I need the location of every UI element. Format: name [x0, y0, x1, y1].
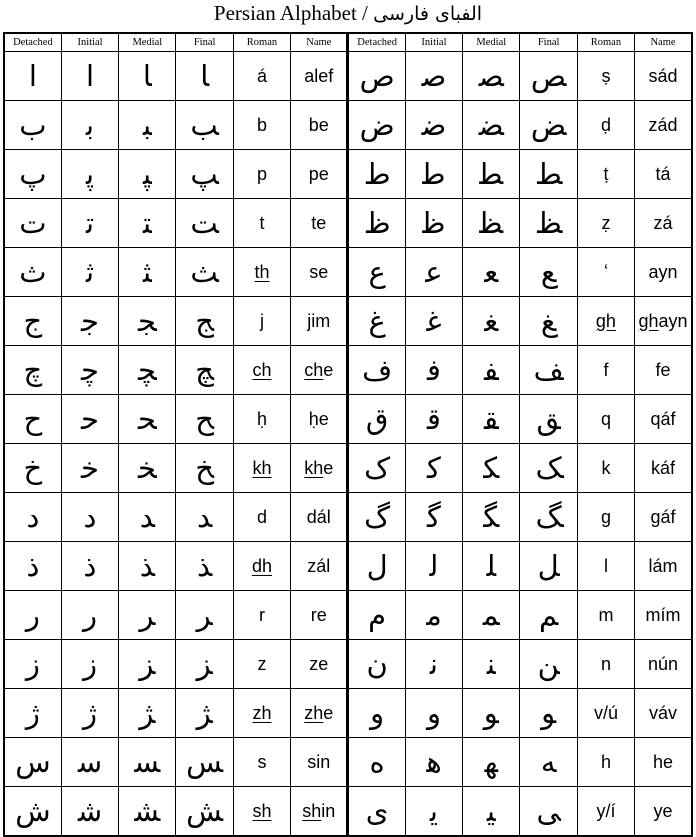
- name-text: be: [308, 114, 329, 135]
- column-header-roman: Roman: [577, 33, 634, 52]
- roman-text: f: [603, 359, 609, 380]
- letter-final-form: ‍ف: [520, 346, 577, 395]
- table-row: [4, 689, 692, 738]
- name-underlined-part: zh: [304, 702, 324, 723]
- letter-initial-form: خ‍: [61, 444, 118, 493]
- letter-initial-form: م‍: [405, 591, 462, 640]
- letter-roman: [577, 493, 634, 542]
- letter-name: [635, 395, 692, 444]
- letter-medial-form: ‍ش‍: [119, 787, 176, 837]
- letter-medial-form: ‍ت‍: [119, 199, 176, 248]
- letter-medial-form: ‍س‍: [119, 738, 176, 787]
- name-text: e: [323, 702, 334, 723]
- roman-underlined-part: th: [254, 261, 270, 282]
- letter-name: [291, 591, 348, 640]
- letter-medial-form: ‍ک‍: [463, 444, 520, 493]
- letter-detached-form: ذ: [4, 542, 61, 591]
- roman-text: g: [600, 506, 611, 527]
- name-text: nún: [648, 653, 679, 674]
- letter-final-form: ‍ژ: [176, 689, 233, 738]
- name-text: he: [653, 751, 674, 772]
- letter-detached-form: م: [348, 591, 405, 640]
- name-text: jim: [307, 310, 331, 331]
- letter-roman: [577, 689, 634, 738]
- letter-final-form: ‍خ: [176, 444, 233, 493]
- letter-final-form: ‍ن: [520, 640, 577, 689]
- letter-initial-form: ط‍: [405, 150, 462, 199]
- letter-detached-form: ظ: [348, 199, 405, 248]
- letter-initial-form: ت‍: [61, 199, 118, 248]
- name-text: te: [311, 212, 327, 233]
- letter-name: [291, 787, 348, 837]
- letter-medial-form: ‍ر: [119, 591, 176, 640]
- letter-initial-form: ز: [61, 640, 118, 689]
- letter-roman: [233, 101, 290, 150]
- letter-final-form: ‍غ: [520, 297, 577, 346]
- letter-detached-form: ت: [4, 199, 61, 248]
- letter-name: [635, 738, 692, 787]
- letter-detached-form: ج: [4, 297, 61, 346]
- letter-roman: [577, 591, 634, 640]
- letter-medial-form: ‍ط‍: [463, 150, 520, 199]
- letter-name: [291, 689, 348, 738]
- letter-name: [635, 346, 692, 395]
- roman-text: ṭ: [603, 163, 609, 184]
- letter-detached-form: ط: [348, 150, 405, 199]
- roman-text: v/ú: [593, 702, 618, 723]
- roman-text: ḥ: [256, 408, 267, 429]
- letter-name: [635, 52, 692, 101]
- letter-initial-form: ب‍: [61, 101, 118, 150]
- letter-final-form: ‍ض: [520, 101, 577, 150]
- letter-medial-form: ‍پ‍: [119, 150, 176, 199]
- letter-medial-form: ‍ف‍: [463, 346, 520, 395]
- letter-detached-form: ص: [348, 52, 405, 101]
- letter-roman: [577, 542, 634, 591]
- letter-medial-form: ‍ج‍: [119, 297, 176, 346]
- name-text: zál: [307, 555, 331, 576]
- roman-text: k: [601, 457, 611, 478]
- table-row: [4, 346, 692, 395]
- roman-text: d: [256, 506, 267, 527]
- letter-roman: [233, 591, 290, 640]
- letter-initial-form: ع‍: [405, 248, 462, 297]
- roman-underlined-part: ch: [252, 359, 272, 380]
- letter-final-form: ‍ق: [520, 395, 577, 444]
- column-header-medial: Medial: [463, 33, 520, 52]
- letter-name: [635, 493, 692, 542]
- table-row: [4, 248, 692, 297]
- roman-text: s: [257, 751, 267, 772]
- letter-medial-form: ‍ی‍: [463, 787, 520, 837]
- name-text: gáf: [650, 506, 676, 527]
- column-header-detached: Detached: [4, 33, 61, 52]
- letter-medial-form: ‍ا: [119, 52, 176, 101]
- roman-text: r: [258, 604, 265, 625]
- letter-final-form: ‍ث: [176, 248, 233, 297]
- letter-detached-form: د: [4, 493, 61, 542]
- letter-initial-form: گ‍: [405, 493, 462, 542]
- letter-name: [291, 52, 348, 101]
- roman-text: ẓ: [601, 212, 611, 233]
- letter-name: [291, 297, 348, 346]
- letter-name: [291, 493, 348, 542]
- name-text: qáf: [650, 408, 676, 429]
- letter-initial-form: ف‍: [405, 346, 462, 395]
- letter-medial-form: ‍ز: [119, 640, 176, 689]
- roman-text: b: [256, 114, 267, 135]
- letter-initial-form: ی‍: [405, 787, 462, 837]
- roman-underlined-part: zh: [252, 702, 272, 723]
- table-row: [4, 199, 692, 248]
- roman-text: ḍ: [600, 114, 611, 135]
- letter-roman: [577, 248, 634, 297]
- letter-detached-form: خ: [4, 444, 61, 493]
- name-text: zá: [653, 212, 673, 233]
- letter-name: [635, 297, 692, 346]
- letter-roman: [577, 395, 634, 444]
- name-text: káf: [651, 457, 676, 478]
- letter-initial-form: پ‍: [61, 150, 118, 199]
- letter-initial-form: چ‍: [61, 346, 118, 395]
- letter-medial-form: ‍ث‍: [119, 248, 176, 297]
- name-text: fe: [655, 359, 671, 380]
- letter-final-form: ‍گ: [520, 493, 577, 542]
- name-text: ḥe: [308, 408, 329, 429]
- letter-detached-form: ع: [348, 248, 405, 297]
- name-text: tá: [655, 163, 671, 184]
- letter-roman: [233, 395, 290, 444]
- letter-roman: [577, 52, 634, 101]
- letter-name: [291, 738, 348, 787]
- letter-roman: [233, 689, 290, 738]
- letter-name: [635, 101, 692, 150]
- roman-text: p: [256, 163, 267, 184]
- name-text: in: [321, 800, 336, 821]
- letter-detached-form: چ: [4, 346, 61, 395]
- name-text: re: [310, 604, 327, 625]
- letter-initial-form: ن‍: [405, 640, 462, 689]
- table-row: [4, 52, 692, 101]
- letter-roman: [577, 444, 634, 493]
- letter-final-form: ‍ر: [176, 591, 233, 640]
- name-text: mím: [645, 604, 681, 625]
- table-row: [4, 738, 692, 787]
- letter-roman: [577, 199, 634, 248]
- letter-roman: [233, 248, 290, 297]
- roman-text: m: [598, 604, 614, 625]
- letter-final-form: ‍ش: [176, 787, 233, 837]
- name-underlined-part: kh: [304, 457, 324, 478]
- letter-medial-form: ‍ژ: [119, 689, 176, 738]
- letter-name: [291, 150, 348, 199]
- roman-text: q: [600, 408, 611, 429]
- letter-detached-form: ژ: [4, 689, 61, 738]
- name-text: e: [323, 457, 334, 478]
- column-header-initial: Initial: [405, 33, 462, 52]
- letter-detached-form: ح: [4, 395, 61, 444]
- letter-name: [635, 542, 692, 591]
- letter-roman: [233, 297, 290, 346]
- name-text: e: [323, 359, 334, 380]
- letter-final-form: ‍ه: [520, 738, 577, 787]
- letter-final-form: ‍ع: [520, 248, 577, 297]
- roman-underlined-part: kh: [252, 457, 272, 478]
- letter-name: [291, 640, 348, 689]
- page-title: [0, 0, 696, 27]
- letter-initial-form: ص‍: [405, 52, 462, 101]
- letter-medial-form: ‍غ‍: [463, 297, 520, 346]
- roman-text: l: [603, 555, 608, 576]
- name-text: dál: [306, 506, 331, 527]
- letter-name: [635, 199, 692, 248]
- letter-final-form: ‍ل: [520, 542, 577, 591]
- letter-initial-form: ق‍: [405, 395, 462, 444]
- letter-initial-form: ل‍: [405, 542, 462, 591]
- letter-final-form: ‍ط: [520, 150, 577, 199]
- letter-medial-form: ‍ب‍: [119, 101, 176, 150]
- name-text: ye: [653, 800, 673, 821]
- letter-roman: [233, 346, 290, 395]
- letter-final-form: ‍ظ: [520, 199, 577, 248]
- table-row: [4, 150, 692, 199]
- name-text: ayn: [658, 310, 688, 331]
- letter-initial-form: ح‍: [61, 395, 118, 444]
- header-row: [4, 33, 692, 52]
- letter-final-form: ‍ذ: [176, 542, 233, 591]
- letter-name: [635, 591, 692, 640]
- alphabet-table: [3, 32, 693, 837]
- letter-initial-form: د: [61, 493, 118, 542]
- letter-final-form: ‍چ: [176, 346, 233, 395]
- letter-detached-form: ب: [4, 101, 61, 150]
- title-latin: Persian Alphabet /: [213, 1, 368, 25]
- letter-medial-form: ‍د: [119, 493, 176, 542]
- column-header-final: Final: [520, 33, 577, 52]
- letter-name: [291, 199, 348, 248]
- letter-detached-form: ض: [348, 101, 405, 150]
- roman-text: ṣ: [601, 65, 611, 86]
- roman-text: j: [259, 310, 264, 331]
- letter-name: [291, 101, 348, 150]
- letter-detached-form: غ: [348, 297, 405, 346]
- letter-detached-form: ی: [348, 787, 405, 837]
- roman-text: t: [259, 212, 265, 233]
- column-header-final: Final: [176, 33, 233, 52]
- roman-underlined-part: dh: [251, 555, 272, 576]
- table-row: [4, 787, 692, 837]
- roman-text: n: [600, 653, 611, 674]
- letter-roman: [577, 101, 634, 150]
- letter-name: [635, 640, 692, 689]
- letter-initial-form: س‍: [61, 738, 118, 787]
- letter-medial-form: ‍ح‍: [119, 395, 176, 444]
- name-underlined-part: gh: [638, 310, 659, 331]
- letter-medial-form: ‍ن‍: [463, 640, 520, 689]
- letter-detached-form: س: [4, 738, 61, 787]
- letter-medial-form: ‍ذ: [119, 542, 176, 591]
- letter-roman: [233, 52, 290, 101]
- letter-name: [291, 542, 348, 591]
- name-text: alef: [304, 65, 334, 86]
- letter-roman: [577, 738, 634, 787]
- letter-roman: [233, 493, 290, 542]
- table-row: [4, 395, 692, 444]
- name-text: váv: [649, 702, 678, 723]
- letter-initial-form: غ‍: [405, 297, 462, 346]
- letter-name: [635, 689, 692, 738]
- letter-initial-form: ژ: [61, 689, 118, 738]
- letter-final-form: ‍ا: [176, 52, 233, 101]
- table-row: [4, 591, 692, 640]
- letter-final-form: ‍ک: [520, 444, 577, 493]
- letter-roman: [577, 640, 634, 689]
- letter-detached-form: ا: [4, 52, 61, 101]
- letter-name: [291, 346, 348, 395]
- column-header-medial: Medial: [119, 33, 176, 52]
- roman-text: z: [257, 653, 267, 674]
- letter-final-form: ‍ز: [176, 640, 233, 689]
- letter-detached-form: ن: [348, 640, 405, 689]
- table-row: [4, 640, 692, 689]
- column-header-name: Name: [291, 33, 348, 52]
- name-text: sád: [648, 65, 678, 86]
- name-underlined-part: ch: [304, 359, 324, 380]
- letter-initial-form: ج‍: [61, 297, 118, 346]
- letter-medial-form: ‍چ‍: [119, 346, 176, 395]
- letter-detached-form: ه: [348, 738, 405, 787]
- letter-final-form: ‍ج: [176, 297, 233, 346]
- letter-detached-form: ف: [348, 346, 405, 395]
- letter-detached-form: ق: [348, 395, 405, 444]
- column-header-name: Name: [635, 33, 692, 52]
- letter-medial-form: ‍و: [463, 689, 520, 738]
- table-row: [4, 542, 692, 591]
- letter-name: [635, 787, 692, 837]
- letter-initial-form: ه‍: [405, 738, 462, 787]
- letter-medial-form: ‍ل‍: [463, 542, 520, 591]
- letter-medial-form: ‍ع‍: [463, 248, 520, 297]
- letter-name: [635, 150, 692, 199]
- letter-detached-form: و: [348, 689, 405, 738]
- column-header-roman: Roman: [233, 33, 290, 52]
- letter-roman: [577, 150, 634, 199]
- letter-medial-form: ‍ه‍: [463, 738, 520, 787]
- name-text: pe: [308, 163, 329, 184]
- letter-detached-form: ک: [348, 444, 405, 493]
- letter-initial-form: ا: [61, 52, 118, 101]
- table-row: [4, 493, 692, 542]
- letter-name: [635, 444, 692, 493]
- roman-text: ʻ: [603, 261, 608, 282]
- letter-medial-form: ‍خ‍: [119, 444, 176, 493]
- letter-name: [635, 248, 692, 297]
- letter-final-form: ‍و: [520, 689, 577, 738]
- name-text: se: [309, 261, 329, 282]
- roman-underlined-part: sh: [252, 800, 272, 821]
- letter-name: [291, 248, 348, 297]
- name-text: lám: [648, 555, 678, 576]
- letter-roman: [233, 787, 290, 837]
- table-row: [4, 297, 692, 346]
- letter-medial-form: ‍ظ‍: [463, 199, 520, 248]
- letter-detached-form: ز: [4, 640, 61, 689]
- column-header-initial: Initial: [61, 33, 118, 52]
- letter-roman: [233, 640, 290, 689]
- table-row: [4, 101, 692, 150]
- letter-final-form: ‍س: [176, 738, 233, 787]
- name-text: ayn: [648, 261, 678, 282]
- letter-initial-form: ر: [61, 591, 118, 640]
- letter-medial-form: ‍گ‍: [463, 493, 520, 542]
- letter-initial-form: ذ: [61, 542, 118, 591]
- letter-detached-form: پ: [4, 150, 61, 199]
- letter-roman: [233, 199, 290, 248]
- letter-final-form: ‍پ: [176, 150, 233, 199]
- roman-text: y/í: [596, 800, 616, 821]
- title-persian: الفبای فارسی: [373, 3, 483, 25]
- letter-roman: [233, 150, 290, 199]
- letter-medial-form: ‍ض‍: [463, 101, 520, 150]
- letter-final-form: ‍د: [176, 493, 233, 542]
- letter-detached-form: گ: [348, 493, 405, 542]
- letter-name: [291, 395, 348, 444]
- letter-medial-form: ‍ص‍: [463, 52, 520, 101]
- letter-initial-form: و: [405, 689, 462, 738]
- letter-detached-form: ل: [348, 542, 405, 591]
- letter-final-form: ‍ت: [176, 199, 233, 248]
- name-text: zád: [648, 114, 678, 135]
- letter-roman: [577, 346, 634, 395]
- letter-medial-form: ‍م‍: [463, 591, 520, 640]
- letter-initial-form: ض‍: [405, 101, 462, 150]
- letter-medial-form: ‍ق‍: [463, 395, 520, 444]
- letter-initial-form: ظ‍: [405, 199, 462, 248]
- column-header-detached: Detached: [348, 33, 405, 52]
- letter-roman: [233, 542, 290, 591]
- letter-roman: [577, 787, 634, 837]
- letter-final-form: ‍ص: [520, 52, 577, 101]
- name-underlined-part: sh: [302, 800, 322, 821]
- letter-final-form: ‍ی: [520, 787, 577, 837]
- roman-text: h: [600, 751, 611, 772]
- letter-initial-form: ک‍: [405, 444, 462, 493]
- letter-initial-form: ش‍: [61, 787, 118, 837]
- letter-final-form: ‍م: [520, 591, 577, 640]
- letter-roman: [233, 444, 290, 493]
- letter-final-form: ‍ب: [176, 101, 233, 150]
- letter-initial-form: ث‍: [61, 248, 118, 297]
- letter-detached-form: ر: [4, 591, 61, 640]
- letter-roman: [577, 297, 634, 346]
- table-row: [4, 444, 692, 493]
- name-text: ze: [309, 653, 329, 674]
- letter-name: [291, 444, 348, 493]
- letter-final-form: ‍ح: [176, 395, 233, 444]
- name-text: sin: [307, 751, 331, 772]
- roman-underlined-part: gh: [595, 310, 616, 331]
- letter-roman: [233, 738, 290, 787]
- roman-text: á: [256, 65, 267, 86]
- letter-detached-form: ش: [4, 787, 61, 837]
- letter-detached-form: ث: [4, 248, 61, 297]
